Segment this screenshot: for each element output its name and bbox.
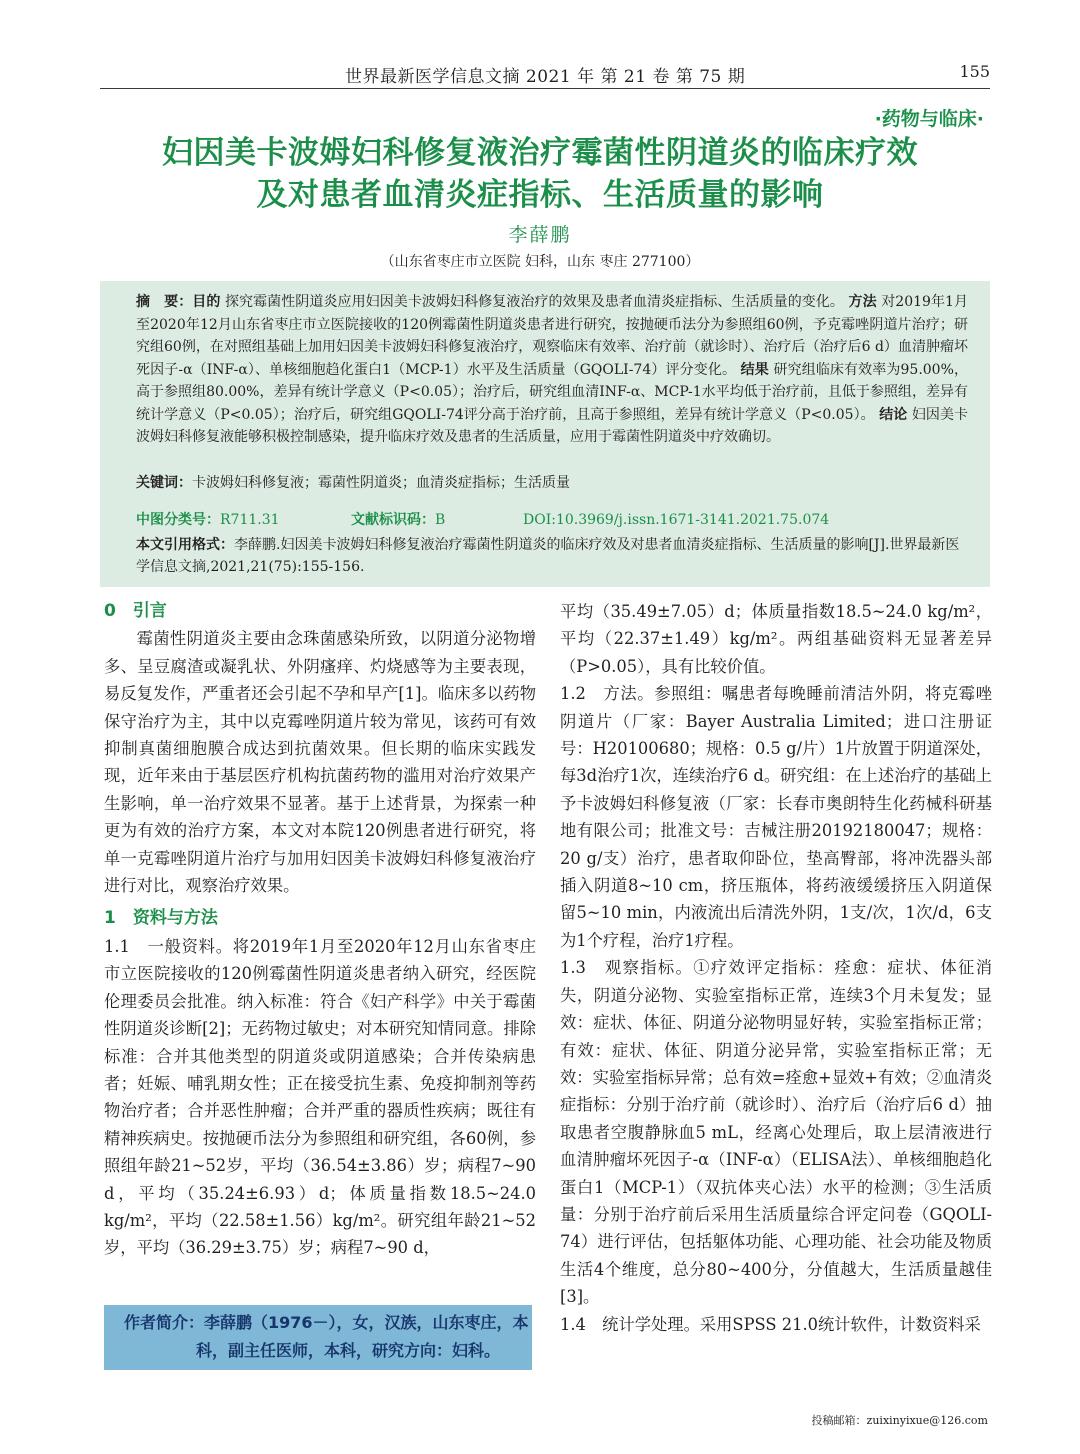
clc-value: R711.31: [220, 512, 280, 528]
section-heading-methods: 1 资料与方法: [104, 908, 218, 929]
section-tag: ·药物与临床·: [874, 108, 984, 130]
section-heading-intro: 0 引言: [104, 601, 167, 621]
page-number: 155: [959, 62, 990, 81]
article-title: [80, 132, 1000, 216]
title-line-1: 妇因美卡波姆妇科修复液治疗霉菌性阴道炎的临床疗效: [162, 135, 918, 171]
author-bio-line-2: 科，副主任医师，本科，研究方向：妇科。: [196, 1341, 501, 1360]
keywords: [136, 472, 968, 492]
paragraph-intro: 霉菌性阴道炎主要由念珠菌感染所致，以阴道分泌物增多、呈豆腐渣或凝乳状、外阴瘙痒、灼烧感等为主要表现，易反复发作，严重者还会引起不孕和早产[1]。临床多以药物保守治疗为主，其中以克霉唑阴道片较为常见，该药可有效抑制真菌细胞膜合成达到抗菌效果。但长期的临床实践发现，近年来由于基层医疗机构抗菌药物的滥用对治疗效果产生影响，单一治疗效果不显著。基于上述背景，为探索一种更为有效的治疗方案，本文对本院120例患者进行研究，将单一克霉唑阴道片治疗与加用妇因美卡波姆妇科修复液治疗进行对比，观察治疗效果。: [104, 629, 536, 896]
citation: [136, 534, 968, 578]
keywords-text: 卡波姆妇科修复液；霉菌性阴道炎；血清炎症指标；生活质量: [192, 475, 570, 491]
left-column: [104, 598, 536, 1262]
method-label: 方法: [848, 294, 877, 310]
conclusion-text: 妇因美卡波姆妇科修复液能够积极控制感染，提升临床疗效及患者的生活质量，应用于霉菌性阴道炎中疗效确切。: [136, 406, 969, 445]
classification-line: [136, 509, 968, 529]
method-text: 对2019年1月至2020年12月山东省枣庄市立医院接收的120例霉菌性阴道炎患者进行研究，按抛硬币法分为参照组60例，予克霉唑阴道片治疗；研究组60例，在对照组基础上加用妇因美卡波姆妇科修复液治疗，观察临床有效率、治疗前（就诊时）、治疗后（治疗后6 d）血清肿瘤坏死因子-α（INF-α）、单核细胞趋化蛋白1（MCP-1）水平及生活质量（GQOLI-74）评分变化。: [136, 294, 969, 378]
paragraph-1-2: 1.2 方法。参照组：嘱患者每晚睡前清洁外阴，将克霉唑阴道片（厂家：Bayer Australia Limited；进口注册证号：H20100680；规格：0.5 g/片）1片放置于阴道深处，每3d治疗1次，连续治疗6 d。研究组：在上述治疗的基础上予卡波姆妇科修复液（厂家：长春市奥朗特生化药械科研基地有限公司；批准文号：吉械注册20192180047；规格：20 g/支）治疗，患者取仰卧位，垫高臀部，将冲洗器头部插入阴道8~10 cm，挤压瓶体，将药液缓缓挤压入阴道保留5~10 min，内液流出后清洗外阴，1支/次，1次/d，6支为1个疗程，治疗1疗程。: [560, 684, 992, 950]
result-label: 结果: [740, 361, 769, 378]
abstract: [136, 291, 968, 449]
affiliation: （山东省枣庄市立医院 妇科，山东 枣庄 277100）: [380, 254, 700, 270]
abstract-box: [100, 281, 990, 587]
objective-text: 探究霉菌性阴道炎应用妇因美卡波姆妇科修复液治疗的效果及患者血清炎症指标、生活质量的变化。: [224, 294, 845, 310]
author-bio-line-1: 作者简介：李薛鹏（1976－），女，汉族，山东枣庄，本: [124, 1313, 529, 1332]
paragraph-continued: 平均（35.49±7.05）d；体质量指数18.5~24.0 kg/m²，平均（22.37±1.49）kg/m²。两组基础资料无显著差异（P>0.05），具有比较价值。: [560, 602, 992, 676]
running-header: [100, 60, 990, 89]
right-column: [560, 598, 992, 1338]
doi: DOI:10.3969/j.issn.1671-3141.2021.75.074: [523, 512, 830, 528]
author-bio-box: [104, 1305, 532, 1370]
author-name: 李薛鹏: [508, 224, 572, 246]
result-text: 研究组临床有效率为95.00%，高于参照组80.00%，差异有统计学意义（P<0.05）；治疗后，研究组血清INF-α、MCP-1水平均低于治疗前，且低于参照组，差异有统计学意义（P<0.05）；治疗后，研究组GQOLI-74评分高于治疗前，且高于参照组，差异有统计学意义（P<0.05）。: [136, 361, 969, 423]
doc-code-value: B: [435, 512, 446, 528]
objective-label: 目的: [192, 294, 221, 310]
citation-label: 本文引用格式：: [136, 537, 234, 553]
abstract-label: 摘 要：: [136, 294, 193, 310]
submission-email: 投稿邮箱：zuixinyixue@126.com: [811, 1414, 988, 1427]
keywords-label: 关键词：: [136, 475, 192, 491]
title-line-2: 及对患者血清炎症指标、生活质量的影响: [256, 177, 824, 213]
paragraph-1-1: 1.1 一般资料。将2019年1月至2020年12月山东省枣庄市立医院接收的120例霉菌性阴道炎患者纳入研究，经医院伦理委员会批准。纳入标准：符合《妇产科学》中关于霉菌性阴道炎诊断[2]；无药物过敏史；对本研究知情同意。排除标准：合并其他类型的阴道炎或阴道感染；合并传染病患者；妊娠、哺乳期女性；正在接受抗生素、免疫抑制剂等药物治疗者；合并恶性肿瘤；合并严重的器质性疾病；既往有精神疾病史。按抛硬币法分为参照组和研究组，各60例，参照组年龄21~52岁，平均（36.54±3.86）岁；病程7~90 d，平均（35.24±6.93）d；体质量指数18.5~24.0 kg/m²，平均（22.58±1.56）kg/m²。研究组年龄21~52岁，平均（36.29±3.75）岁；病程7~90 d，: [104, 936, 536, 1258]
conclusion-label: 结论: [879, 406, 908, 423]
doc-code-label: 文献标识码：: [351, 512, 435, 528]
paragraph-1-3: 1.3 观察指标。①疗效评定指标：痊愈：症状、体征消失，阴道分泌物、实验室指标正常，连续3个月未复发；显效：症状、体征、阴道分泌物明显好转，实验室指标正常；有效：症状、体征、阴道分泌异常，实验室指标正常；无效：实验室指标异常；总有效=痊愈+显效+有效；②血清炎症指标：分别于治疗前（就诊时）、治疗后（治疗后6 d）抽取患者空腹静脉血5 mL，经离心处理后，取上层清液进行血清肿瘤坏死因子-α（INF-α）（ELISA法）、单核细胞趋化蛋白1（MCP-1）（双抗体夹心法）水平的检测；③生活质量：分别于治疗前后采用生活质量综合评定问卷（GQOLI-74）进行评估，包括躯体功能、心理功能、社会功能及物质生活4个维度，总分80~400分，分值越大，生活质量越佳[3]。: [560, 958, 992, 1307]
clc-label: 中图分类号：: [136, 512, 220, 528]
paragraph-1-4: 1.4 统计学处理。采用SPSS 21.0统计软件，计数资料采: [560, 1314, 981, 1334]
citation-text: 李薛鹏.妇因美卡波姆妇科修复液治疗霉菌性阴道炎的临床疗效及对患者血清炎症指标、生活质量的影响[J].世界最新医学信息文摘,2021,21(75):155-156.: [136, 537, 960, 575]
journal-title: 世界最新医学信息文摘 2021 年 第 21 卷 第 75 期: [345, 67, 746, 87]
